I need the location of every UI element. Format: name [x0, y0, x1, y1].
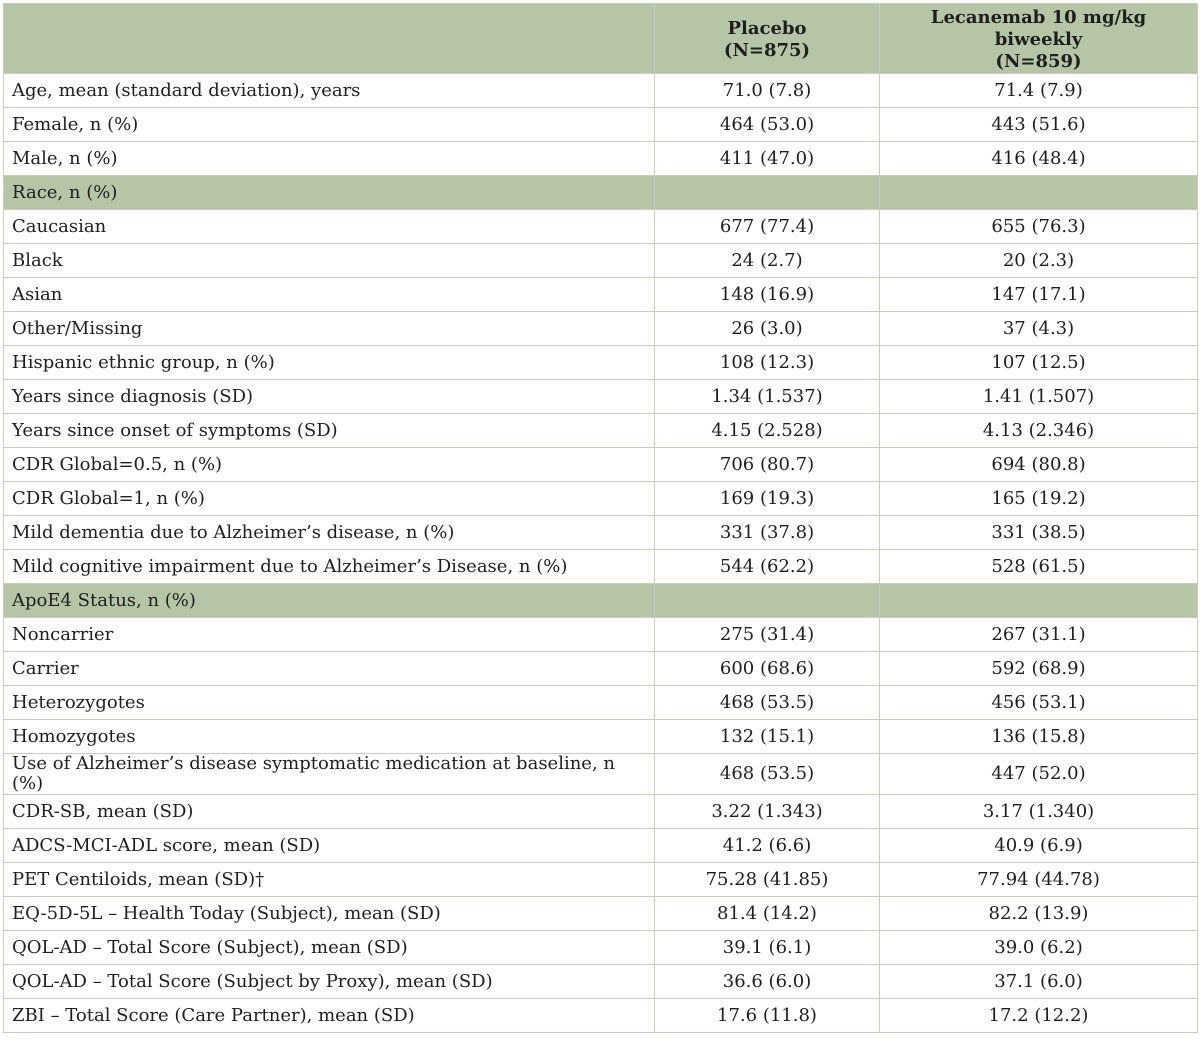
header-row [4, 4, 1198, 74]
table-row [4, 795, 1198, 829]
table-row [4, 965, 1198, 999]
row-label: EQ-5D-5L – Health Today (Subject), mean (SD) [4, 897, 655, 931]
table-row [4, 829, 1198, 863]
placebo-value: 600 (68.6) [655, 652, 880, 686]
lecanemab-value: 40.9 (6.9) [880, 829, 1198, 863]
row-label: Female, n (%) [4, 108, 655, 142]
lecanemab-value: 71.4 (7.9) [880, 74, 1198, 108]
placebo-value: 148 (16.9) [655, 278, 880, 312]
lecanemab-value: 694 (80.8) [880, 448, 1198, 482]
placebo-value: 331 (37.8) [655, 516, 880, 550]
lecanemab-value: 331 (38.5) [880, 516, 1198, 550]
table-row [4, 652, 1198, 686]
table-row [4, 516, 1198, 550]
row-label: Male, n (%) [4, 142, 655, 176]
row-label: Years since onset of symptoms (SD) [4, 414, 655, 448]
row-label: CDR-SB, mean (SD) [4, 795, 655, 829]
row-label: CDR Global=0.5, n (%) [4, 448, 655, 482]
lecanemab-value: 37.1 (6.0) [880, 965, 1198, 999]
row-label: Age, mean (standard deviation), years [4, 74, 655, 108]
placebo-value: 132 (15.1) [655, 720, 880, 754]
row-label: Heterozygotes [4, 686, 655, 720]
table-row [4, 931, 1198, 965]
row-label: ApoE4 Status, n (%) [4, 584, 655, 618]
placebo-value: 169 (19.3) [655, 482, 880, 516]
lecanemab-value: 456 (53.1) [880, 686, 1198, 720]
row-label: Years since diagnosis (SD) [4, 380, 655, 414]
table-row [4, 312, 1198, 346]
placebo-value: 468 (53.5) [655, 686, 880, 720]
row-label: Mild cognitive impairment due to Alzheimer’s Disease, n (%) [4, 550, 655, 584]
row-label: QOL-AD – Total Score (Subject), mean (SD) [4, 931, 655, 965]
table-row [4, 414, 1198, 448]
lecanemab-value: 655 (76.3) [880, 210, 1198, 244]
placebo-value: 41.2 (6.6) [655, 829, 880, 863]
baseline-characteristics-table [3, 3, 1198, 1033]
row-label: Black [4, 244, 655, 278]
lecanemab-value: 17.2 (12.2) [880, 999, 1198, 1033]
lecanemab-value: 39.0 (6.2) [880, 931, 1198, 965]
placebo-value: 544 (62.2) [655, 550, 880, 584]
lecanemab-value: 267 (31.1) [880, 618, 1198, 652]
row-label: Mild dementia due to Alzheimer’s disease, n (%) [4, 516, 655, 550]
table-row [4, 720, 1198, 754]
lecanemab-value: 107 (12.5) [880, 346, 1198, 380]
lecanemab-value: 4.13 (2.346) [880, 414, 1198, 448]
lecanemab-value: 20 (2.3) [880, 244, 1198, 278]
lecanemab-value: 447 (52.0) [880, 754, 1198, 795]
row-label: PET Centiloids, mean (SD)† [4, 863, 655, 897]
placebo-value: 39.1 (6.1) [655, 931, 880, 965]
lecanemab-value: 416 (48.4) [880, 142, 1198, 176]
row-label: ZBI – Total Score (Care Partner), mean (SD) [4, 999, 655, 1033]
header-characteristic [4, 4, 655, 74]
table-row [4, 278, 1198, 312]
header-placebo [655, 4, 880, 74]
row-label: ADCS-MCI-ADL score, mean (SD) [4, 829, 655, 863]
lecanemab-value: 82.2 (13.9) [880, 897, 1198, 931]
header-lecanemab-n: (N=859) [995, 51, 1082, 72]
placebo-value: 677 (77.4) [655, 210, 880, 244]
row-label: Other/Missing [4, 312, 655, 346]
placebo-value: 75.28 (41.85) [655, 863, 880, 897]
row-label: Caucasian [4, 210, 655, 244]
row-label: CDR Global=1, n (%) [4, 482, 655, 516]
placebo-value [655, 584, 880, 618]
placebo-value: 4.15 (2.528) [655, 414, 880, 448]
section-row [4, 176, 1198, 210]
header-lecanemab-label: Lecanemab 10 mg/kg biweekly [930, 7, 1147, 50]
table-row [4, 380, 1198, 414]
lecanemab-value: 528 (61.5) [880, 550, 1198, 584]
row-label: QOL-AD – Total Score (Subject by Proxy), mean (SD) [4, 965, 655, 999]
placebo-value: 24 (2.7) [655, 244, 880, 278]
row-label: Homozygotes [4, 720, 655, 754]
table-header [4, 4, 1198, 74]
lecanemab-value: 3.17 (1.340) [880, 795, 1198, 829]
placebo-value: 1.34 (1.537) [655, 380, 880, 414]
lecanemab-value: 1.41 (1.507) [880, 380, 1198, 414]
row-label: Hispanic ethnic group, n (%) [4, 346, 655, 380]
table-row [4, 244, 1198, 278]
lecanemab-value [880, 176, 1198, 210]
lecanemab-value: 443 (51.6) [880, 108, 1198, 142]
table-row [4, 897, 1198, 931]
lecanemab-value: 592 (68.9) [880, 652, 1198, 686]
table-row [4, 618, 1198, 652]
table-row [4, 482, 1198, 516]
table-row [4, 863, 1198, 897]
header-placebo-n: (N=875) [723, 40, 811, 61]
placebo-value: 36.6 (6.0) [655, 965, 880, 999]
lecanemab-value: 165 (19.2) [880, 482, 1198, 516]
row-label: Asian [4, 278, 655, 312]
header-placebo-label: Placebo [727, 18, 807, 39]
placebo-value: 108 (12.3) [655, 346, 880, 380]
placebo-value: 81.4 (14.2) [655, 897, 880, 931]
table-row [4, 210, 1198, 244]
table-row [4, 142, 1198, 176]
placebo-value [655, 176, 880, 210]
placebo-value: 706 (80.7) [655, 448, 880, 482]
placebo-value: 71.0 (7.8) [655, 74, 880, 108]
placebo-value: 468 (53.5) [655, 754, 880, 795]
placebo-value: 26 (3.0) [655, 312, 880, 346]
lecanemab-value: 147 (17.1) [880, 278, 1198, 312]
placebo-value: 3.22 (1.343) [655, 795, 880, 829]
row-label: Carrier [4, 652, 655, 686]
lecanemab-value: 77.94 (44.78) [880, 863, 1198, 897]
table-row [4, 686, 1198, 720]
placebo-value: 17.6 (11.8) [655, 999, 880, 1033]
table-body [4, 74, 1198, 1033]
row-label: Noncarrier [4, 618, 655, 652]
placebo-value: 464 (53.0) [655, 108, 880, 142]
placebo-value: 411 (47.0) [655, 142, 880, 176]
table-row [4, 754, 1198, 795]
lecanemab-value: 136 (15.8) [880, 720, 1198, 754]
table-row [4, 550, 1198, 584]
header-lecanemab [880, 4, 1198, 74]
table-row [4, 999, 1198, 1033]
lecanemab-value [880, 584, 1198, 618]
table-row [4, 448, 1198, 482]
placebo-value: 275 (31.4) [655, 618, 880, 652]
row-label: Race, n (%) [4, 176, 655, 210]
table-row [4, 74, 1198, 108]
section-row [4, 584, 1198, 618]
row-label: Use of Alzheimer’s disease symptomatic medication at baseline, n (%) [4, 754, 655, 795]
table-row [4, 346, 1198, 380]
table-row [4, 108, 1198, 142]
lecanemab-value: 37 (4.3) [880, 312, 1198, 346]
